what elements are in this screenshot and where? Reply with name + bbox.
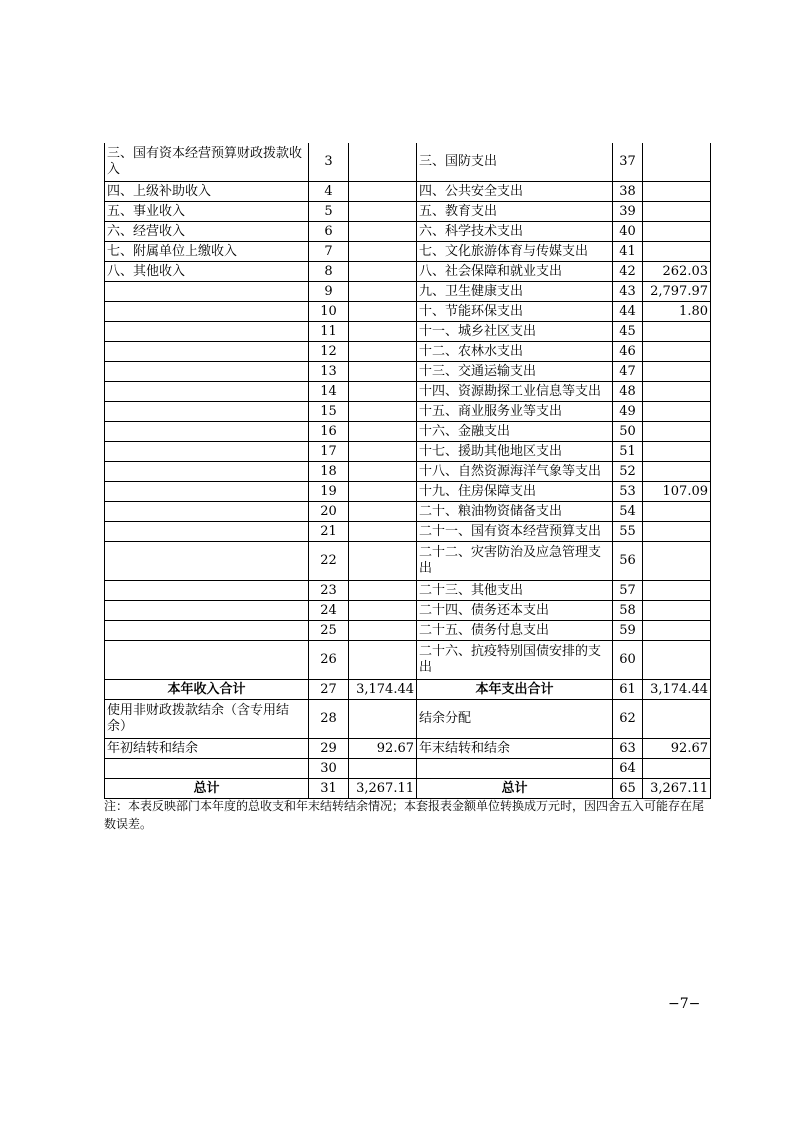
expense-amount: 1.80 — [643, 302, 711, 322]
income-amount — [349, 522, 417, 542]
income-amount — [349, 601, 417, 621]
expense-item-label: 本年支出合计 — [417, 680, 613, 700]
income-row-number: 24 — [309, 601, 349, 621]
expense-amount — [643, 402, 711, 422]
table-row — [105, 302, 711, 322]
table-row — [105, 522, 711, 542]
table-row — [105, 542, 711, 581]
table-row — [105, 621, 711, 641]
table-row — [105, 222, 711, 242]
income-amount — [349, 482, 417, 502]
expense-row-number: 52 — [613, 462, 643, 482]
income-item-label — [105, 462, 309, 482]
expense-row-number: 53 — [613, 482, 643, 502]
expense-item-label: 五、教育支出 — [417, 202, 613, 222]
table-row — [105, 779, 711, 799]
income-item-label — [105, 641, 309, 680]
expense-amount — [643, 542, 711, 581]
income-amount — [349, 759, 417, 779]
income-item-label — [105, 422, 309, 442]
income-item-label: 五、事业收入 — [105, 202, 309, 222]
expense-item-label: 总计 — [417, 779, 613, 799]
expense-item-label: 二十五、债务付息支出 — [417, 621, 613, 641]
expense-item-label: 二十二、灾害防治及应急管理支出 — [417, 542, 613, 581]
expense-amount — [643, 502, 711, 522]
income-row-number: 22 — [309, 542, 349, 581]
income-amount — [349, 182, 417, 202]
table-row — [105, 482, 711, 502]
expense-amount: 92.67 — [643, 739, 711, 759]
expense-row-number: 38 — [613, 182, 643, 202]
expense-amount — [643, 581, 711, 601]
expense-item-label: 十、节能环保支出 — [417, 302, 613, 322]
expense-row-number: 62 — [613, 700, 643, 739]
expense-row-number: 40 — [613, 222, 643, 242]
income-row-number: 26 — [309, 641, 349, 680]
income-row-number: 3 — [309, 143, 349, 182]
income-amount — [349, 222, 417, 242]
table-row — [105, 422, 711, 442]
expense-item-label: 二十一、国有资本经营预算支出 — [417, 522, 613, 542]
expense-item-label: 十二、农林水支出 — [417, 342, 613, 362]
expense-item-label: 二十四、债务还本支出 — [417, 601, 613, 621]
income-amount — [349, 581, 417, 601]
expense-amount — [643, 522, 711, 542]
expense-row-number: 64 — [613, 759, 643, 779]
expense-amount — [643, 641, 711, 680]
expense-amount — [643, 362, 711, 382]
expense-item-label: 六、科学技术支出 — [417, 222, 613, 242]
income-item-label: 八、其他收入 — [105, 262, 309, 282]
expense-amount — [643, 342, 711, 362]
income-amount — [349, 462, 417, 482]
table-row — [105, 759, 711, 779]
income-item-label: 四、上级补助收入 — [105, 182, 309, 202]
table-row — [105, 700, 711, 739]
income-item-label: 三、国有资本经营预算财政拨款收入 — [105, 143, 309, 182]
income-row-number: 12 — [309, 342, 349, 362]
expense-row-number: 51 — [613, 442, 643, 462]
expense-row-number: 50 — [613, 422, 643, 442]
expense-row-number: 42 — [613, 262, 643, 282]
income-item-label — [105, 522, 309, 542]
expense-row-number: 61 — [613, 680, 643, 700]
table-row — [105, 143, 711, 182]
table-row — [105, 601, 711, 621]
income-row-number: 11 — [309, 322, 349, 342]
expense-row-number: 56 — [613, 542, 643, 581]
income-item-label — [105, 442, 309, 462]
income-row-number: 29 — [309, 739, 349, 759]
income-amount — [349, 382, 417, 402]
table-row — [105, 442, 711, 462]
expense-amount — [643, 322, 711, 342]
income-item-label — [105, 282, 309, 302]
income-row-number: 25 — [309, 621, 349, 641]
table-row — [105, 242, 711, 262]
expense-amount — [643, 700, 711, 739]
expense-item-label — [417, 759, 613, 779]
income-amount — [349, 302, 417, 322]
expense-amount: 3,174.44 — [643, 680, 711, 700]
expense-row-number: 60 — [613, 641, 643, 680]
income-row-number: 30 — [309, 759, 349, 779]
table-row — [105, 581, 711, 601]
income-amount: 92.67 — [349, 739, 417, 759]
expense-row-number: 49 — [613, 402, 643, 422]
expense-amount — [643, 601, 711, 621]
expense-amount — [643, 182, 711, 202]
income-item-label — [105, 322, 309, 342]
expense-item-label: 十一、城乡社区支出 — [417, 322, 613, 342]
income-item-label — [105, 759, 309, 779]
table-row — [105, 402, 711, 422]
expense-amount — [643, 202, 711, 222]
expense-amount: 262.03 — [643, 262, 711, 282]
expense-row-number: 59 — [613, 621, 643, 641]
income-item-label — [105, 502, 309, 522]
expense-amount — [643, 621, 711, 641]
income-item-label — [105, 382, 309, 402]
income-item-label: 使用非财政拨款结余（含专用结余） — [105, 700, 309, 739]
income-amount — [349, 342, 417, 362]
expense-amount — [643, 242, 711, 262]
expense-item-label: 十四、资源勘探工业信息等支出 — [417, 382, 613, 402]
income-amount — [349, 700, 417, 739]
expense-row-number: 47 — [613, 362, 643, 382]
expense-row-number: 37 — [613, 143, 643, 182]
income-item-label — [105, 482, 309, 502]
expense-item-label: 十九、住房保障支出 — [417, 482, 613, 502]
table-row — [105, 641, 711, 680]
income-item-label — [105, 621, 309, 641]
income-row-number: 20 — [309, 502, 349, 522]
expense-item-label: 结余分配 — [417, 700, 613, 739]
income-row-number: 8 — [309, 262, 349, 282]
expense-row-number: 43 — [613, 282, 643, 302]
expense-amount — [643, 143, 711, 182]
income-item-label — [105, 362, 309, 382]
expense-amount — [643, 222, 711, 242]
income-row-number: 5 — [309, 202, 349, 222]
income-amount — [349, 402, 417, 422]
expense-row-number: 41 — [613, 242, 643, 262]
income-row-number: 4 — [309, 182, 349, 202]
budget-summary-table — [104, 143, 711, 799]
expense-item-label: 二十三、其他支出 — [417, 581, 613, 601]
income-row-number: 19 — [309, 482, 349, 502]
expense-row-number: 48 — [613, 382, 643, 402]
expense-item-label: 九、卫生健康支出 — [417, 282, 613, 302]
income-amount — [349, 282, 417, 302]
expense-amount — [643, 382, 711, 402]
table-footnote: 注：本表反映部门本年度的总收支和年末结转结余情况；本套报表金额单位转换成万元时，因四舍五入可能存在尾数误差。 — [104, 799, 705, 831]
income-amount — [349, 542, 417, 581]
expense-amount — [643, 422, 711, 442]
expense-amount — [643, 462, 711, 482]
table-row — [105, 462, 711, 482]
table-row — [105, 282, 711, 302]
income-amount — [349, 143, 417, 182]
table-row — [105, 202, 711, 222]
income-amount — [349, 202, 417, 222]
income-row-number: 6 — [309, 222, 349, 242]
table-row — [105, 262, 711, 282]
income-item-label — [105, 601, 309, 621]
expense-item-label: 年末结转和结余 — [417, 739, 613, 759]
income-row-number: 7 — [309, 242, 349, 262]
income-item-label — [105, 402, 309, 422]
expense-row-number: 63 — [613, 739, 643, 759]
income-amount — [349, 621, 417, 641]
income-item-label: 总计 — [105, 779, 309, 799]
income-amount — [349, 362, 417, 382]
income-item-label: 本年收入合计 — [105, 680, 309, 700]
page-number: −7− — [668, 996, 701, 1012]
expense-amount: 107.09 — [643, 482, 711, 502]
table-row — [105, 739, 711, 759]
income-row-number: 13 — [309, 362, 349, 382]
income-amount — [349, 262, 417, 282]
income-row-number: 27 — [309, 680, 349, 700]
income-amount — [349, 641, 417, 680]
income-row-number: 16 — [309, 422, 349, 442]
expense-amount — [643, 759, 711, 779]
expense-amount — [643, 442, 711, 462]
income-amount — [349, 242, 417, 262]
income-row-number: 9 — [309, 282, 349, 302]
income-amount — [349, 502, 417, 522]
expense-row-number: 55 — [613, 522, 643, 542]
expense-item-label: 三、国防支出 — [417, 143, 613, 182]
income-row-number: 31 — [309, 779, 349, 799]
expense-row-number: 39 — [613, 202, 643, 222]
income-row-number: 28 — [309, 700, 349, 739]
income-item-label — [105, 581, 309, 601]
table-row — [105, 362, 711, 382]
income-row-number: 10 — [309, 302, 349, 322]
income-amount — [349, 422, 417, 442]
income-row-number: 17 — [309, 442, 349, 462]
expense-item-label: 十七、援助其他地区支出 — [417, 442, 613, 462]
expense-row-number: 57 — [613, 581, 643, 601]
expense-item-label: 十八、自然资源海洋气象等支出 — [417, 462, 613, 482]
income-item-label — [105, 342, 309, 362]
expense-item-label: 四、公共安全支出 — [417, 182, 613, 202]
income-item-label — [105, 542, 309, 581]
expense-row-number: 65 — [613, 779, 643, 799]
income-row-number: 23 — [309, 581, 349, 601]
income-item-label: 六、经营收入 — [105, 222, 309, 242]
expense-item-label: 七、文化旅游体育与传媒支出 — [417, 242, 613, 262]
table-row — [105, 382, 711, 402]
income-row-number: 14 — [309, 382, 349, 402]
table-row — [105, 502, 711, 522]
income-amount: 3,174.44 — [349, 680, 417, 700]
income-item-label — [105, 302, 309, 322]
income-amount — [349, 442, 417, 462]
expense-amount: 2,797.97 — [643, 282, 711, 302]
expense-row-number: 46 — [613, 342, 643, 362]
expense-row-number: 58 — [613, 601, 643, 621]
income-amount — [349, 322, 417, 342]
expense-amount: 3,267.11 — [643, 779, 711, 799]
expense-item-label: 八、社会保障和就业支出 — [417, 262, 613, 282]
expense-item-label: 二十六、抗疫特别国债安排的支出 — [417, 641, 613, 680]
table-row — [105, 182, 711, 202]
expense-item-label: 十五、商业服务业等支出 — [417, 402, 613, 422]
income-amount: 3,267.11 — [349, 779, 417, 799]
income-row-number: 21 — [309, 522, 349, 542]
table-row — [105, 322, 711, 342]
expense-item-label: 二十、粮油物资储备支出 — [417, 502, 613, 522]
budget-table-body — [105, 143, 711, 799]
table-row — [105, 680, 711, 700]
income-row-number: 15 — [309, 402, 349, 422]
table-row — [105, 342, 711, 362]
budget-table-container — [104, 143, 710, 799]
income-item-label: 年初结转和结余 — [105, 739, 309, 759]
expense-row-number: 44 — [613, 302, 643, 322]
expense-row-number: 45 — [613, 322, 643, 342]
income-item-label: 七、附属单位上缴收入 — [105, 242, 309, 262]
expense-item-label: 十六、金融支出 — [417, 422, 613, 442]
expense-row-number: 54 — [613, 502, 643, 522]
expense-item-label: 十三、交通运输支出 — [417, 362, 613, 382]
income-row-number: 18 — [309, 462, 349, 482]
